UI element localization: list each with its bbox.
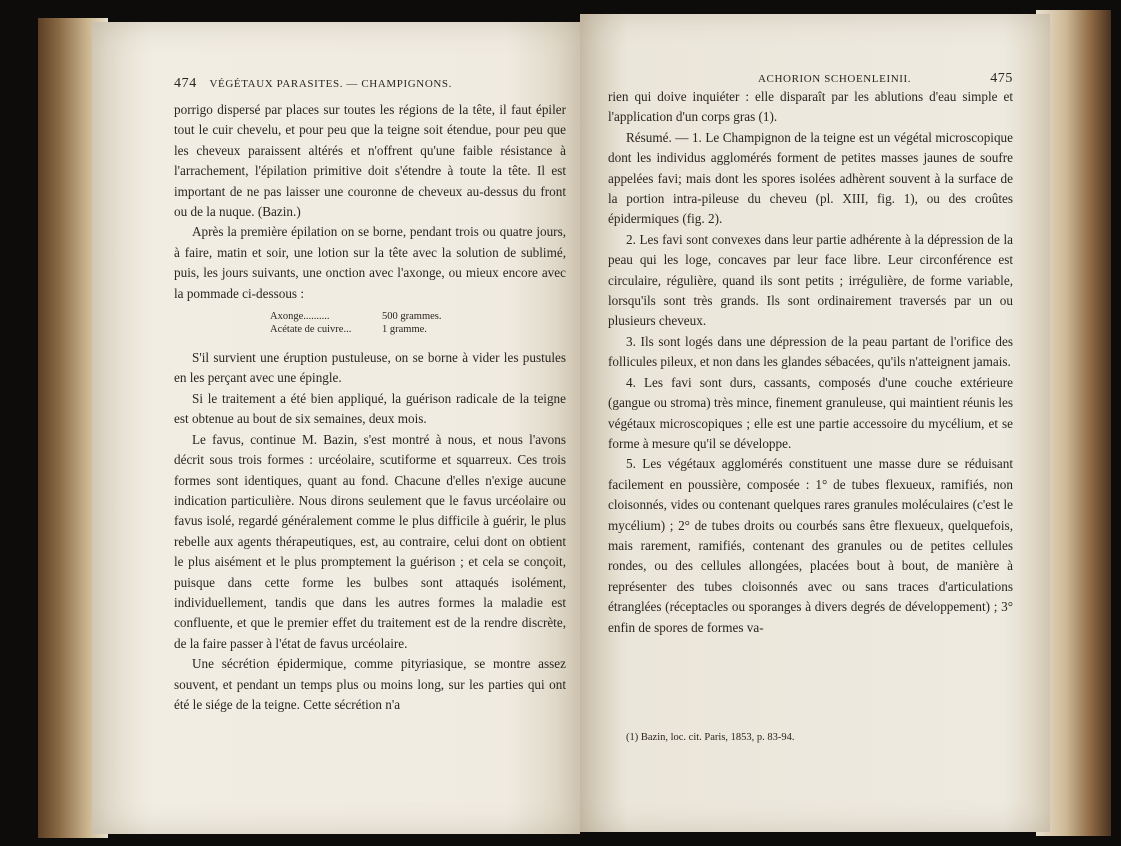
paragraph: 3. Ils sont logés dans une dépression de la peau partant de l'orifice des follicules pileux, et non dans les glandes sébacées, qu'ils n'atteignent jamais.: [608, 333, 1013, 370]
recipe-table: [270, 310, 566, 336]
right-page-number: 475: [990, 71, 1013, 86]
paragraph: S'il survient une éruption pustuleuse, on se borne à vider les pustules en les perçant avec une épingle.: [174, 350, 566, 386]
paragraph: 4. Les favi sont durs, cassants, composés d'une couche extérieure (gangue ou stroma) très mince, finement granuleuse, qui maintient réunis les végétaux microscopiques ; elle est une partie accessoire du mycélium, et se forme à mesure qu'il se développe.: [608, 374, 1013, 451]
right-page-body: [608, 87, 1013, 638]
footnote: (1) Bazin, loc. cit. Paris, 1853, p. 83-94.: [626, 732, 795, 743]
paragraph: 2. Les favi sont convexes dans leur partie adhérente à la dépression de la peau qui les loge, concaves par leur face libre. Leur circonférence est circulaire, régulière, quand ils sont petits ; irrégulière, de forme variable, lorsqu'ils sont très grands. Ils sont ordinairement traversés par un ou plusieurs cheveux.: [608, 231, 1013, 329]
paragraph: rien qui doive inquiéter : elle disparaît par les ablutions d'eau simple et l'application d'un corps gras (1).: [608, 89, 1013, 125]
left-page-header: [174, 76, 572, 92]
recipe-amount: 1 gramme.: [382, 324, 427, 336]
recipe-row: [270, 323, 566, 336]
left-page: [92, 22, 580, 834]
left-running-head: VÉGÉTAUX PARASITES. — CHAMPIGNONS.: [209, 78, 452, 90]
recipe-row: [270, 310, 566, 323]
right-page-header: [608, 71, 1013, 87]
paragraph: Le favus, continue M. Bazin, s'est montré à nous, et nous l'avons décrit sous trois formes : urcéolaire, scutiforme et squarreux. Ces trois formes sont identiques, quant au fond. Chacune d'elles n'exige aucune indication particulière. Nous dirons seulement que le favus urcéolaire ou favus isolé, regardé généralement comme le plus difficile à guérir, le plus rebelle aux agents thérapeutiques, est, au contraire, celui dont on obtient le plus aisément et le plus promptement la guérison ; et cela se conçoit, puisque dans cette forme les bulbes sont attaqués isolément, individuellement, tandis que dans les autres formes la maladie est confluente, et que le premier effet du traitement est de la rendre discrète, de la faire passer à l'état de favus urcéolaire.: [174, 431, 566, 651]
paragraph: Après la première épilation on se borne, pendant trois ou quatre jours, à faire, matin et soir, une lotion sur la tête avec la solution de sublimé, puis, les jours suivants, une onction avec l'axonge, ou mieux encore avec la pommade ci-dessous :: [174, 224, 566, 301]
right-running-head: ACHORION SCHOENLEINII.: [758, 73, 912, 85]
paragraph: 5. Les végétaux agglomérés constituent une masse dure se réduisant facilement en poussière, composée : 1° de tubes flexueux, ramifiés, non cloisonnés, vides ou contenant quelques rares granules moléculaires (c'est le mycélium) ; 2° de tubes droits ou courbés sans être flexueux, quelquefois, mais rarement, ramifiés, contenant des granules ou de petites cellules rondes, ou des cellules allongées, placées bout à bout, de manière à représenter des tubes cloisonnés avec ou sans traces d'articulations étranglées (réceptacles ou sporanges à divers degrés de développement) ; 3° enfin de spores de formes va-: [608, 456, 1013, 635]
left-page-body: [174, 100, 566, 715]
paragraph: Si le traitement a été bien appliqué, la guérison radicale de la teigne est obtenue au bout de six semaines, deux mois.: [174, 390, 566, 427]
right-page: [580, 14, 1050, 832]
left-page-number: 474: [174, 76, 197, 91]
paragraph: Une sécrétion épidermique, comme pityriasique, se montre assez souvent, et pendant un temps plus ou moins long, sur les parties qui ont été le siége de la teigne. Cette sécrétion n'a: [174, 656, 566, 712]
recipe-ingredient: Axonge..........: [270, 311, 330, 323]
paragraph: Résumé. — 1. Le Champignon de la teigne est un végétal microscopique dont les individus agglomérés forment de petites masses jaunes de soufre appelées favi; mais dont les spores isolées adhèrent souvent à la surface de la portion intra-pileuse du cheveu (pl. XIII, fig. 1), ou des croûtes épidermiques (fig. 2).: [608, 129, 1013, 227]
recipe-amount: 500 grammes.: [382, 311, 442, 323]
paragraph: porrigo dispersé par places sur toutes les régions de la tête, il faut épiler tout le cuir chevelu, et pour peu que la teigne soit étendue, pour peu que les cheveux paraissent altérés et n'offrent qu'une faible résistance à l'arrachement, l'épilation primitive doit s'étendre à toute la tête. Il est important de ne pas laisser une couronne de cheveux au-dessus du front ou de la nuque. (Bazin.): [174, 102, 566, 220]
recipe-ingredient: Acétate de cuivre...: [270, 324, 352, 336]
